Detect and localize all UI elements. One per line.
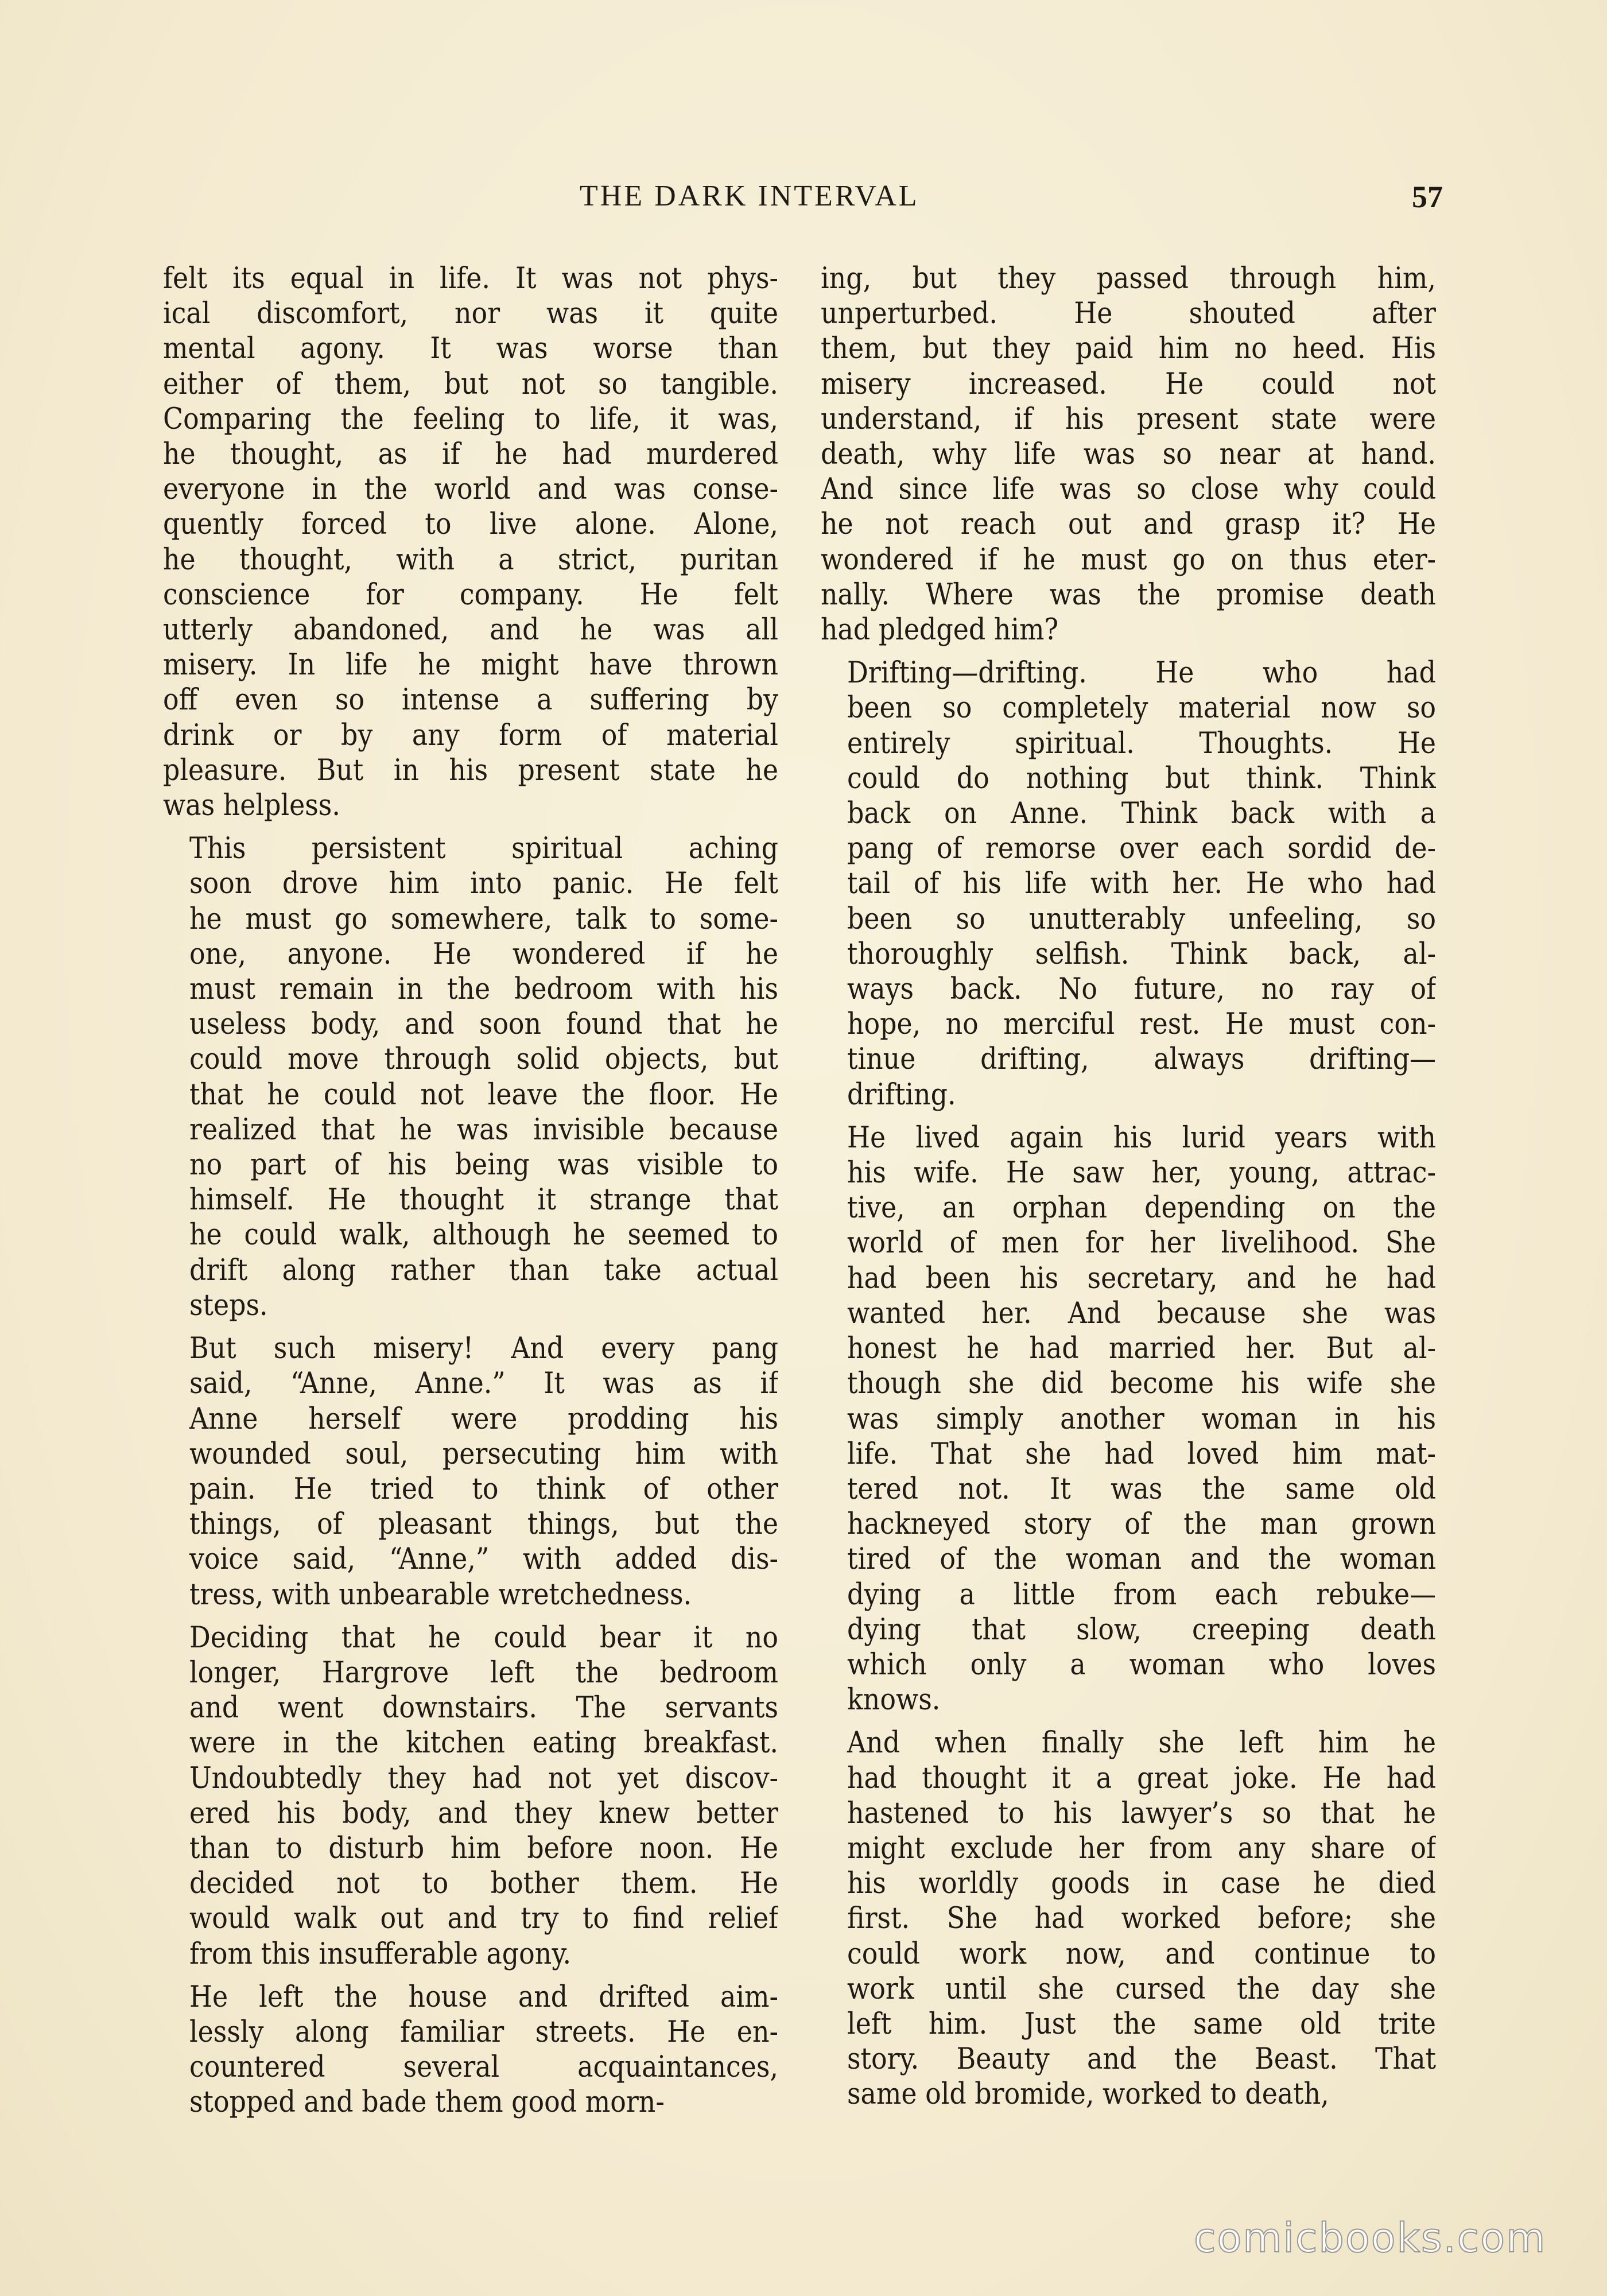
text-line: countered several acquaintances,: [189, 2050, 778, 2085]
text-line: world of men for her livelihood. She: [847, 1226, 1436, 1261]
text-line: himself. He thought it strange that: [189, 1183, 778, 1217]
text-line: one, anyone. He wondered if he: [189, 937, 778, 971]
text-line: he not reach out and grasp it? He: [821, 507, 1436, 542]
paragraph: [821, 1120, 1436, 1717]
paragraph: [821, 656, 1436, 1112]
paragraph: [821, 1725, 1436, 2112]
text-line: soon drove him into panic. He felt: [189, 867, 778, 901]
text-line: everyone in the world and was conse-: [163, 472, 778, 507]
right-text-column: [821, 261, 1436, 2120]
text-line: things, of pleasant things, but the: [189, 1507, 778, 1542]
left-text-column: [163, 261, 778, 2128]
text-line: no part of his being was visible to: [189, 1148, 778, 1182]
text-line: misery increased. He could not: [821, 367, 1436, 401]
text-line: that he could not leave the floor. He: [189, 1077, 778, 1112]
text-line: drift along rather than take actual: [189, 1253, 778, 1287]
text-line: was simply another woman in his: [847, 1402, 1436, 1436]
text-line: steps.: [189, 1288, 268, 1322]
text-line: pain. He tried to think of other: [189, 1472, 778, 1506]
text-line: drink or by any form of material: [163, 718, 778, 753]
text-line: his worldly goods in case he died: [847, 1867, 1436, 1901]
text-line: ered his body, and they knew better: [189, 1796, 778, 1830]
text-line: quently forced to live alone. Alone,: [163, 507, 778, 542]
text-line: been so completely material now so: [847, 691, 1436, 726]
text-line: tress, with unbearable wretchedness.: [189, 1577, 692, 1612]
text-line: back on Anne. Think back with a: [847, 797, 1436, 831]
text-line: he thought, with a strict, puritan: [163, 542, 778, 577]
text-line: wounded soul, persecuting him with: [189, 1437, 778, 1471]
text-line: And when finally she left him he: [847, 1726, 1436, 1760]
text-line: could do nothing but think. Think: [847, 761, 1436, 796]
text-line: honest he had married her. But al-: [847, 1332, 1436, 1366]
text-line: longer, Hargrove left the bedroom: [189, 1655, 778, 1690]
text-line: them, but they paid him no heed. His: [821, 332, 1436, 366]
text-line: he must go somewhere, talk to some-: [189, 902, 778, 936]
text-line: story. Beauty and the Beast. That: [847, 2042, 1436, 2077]
text-line: could move through solid objects, but: [189, 1042, 778, 1077]
text-line: was helpless.: [163, 789, 340, 823]
text-line: would walk out and try to find relief: [189, 1902, 778, 1936]
text-line: were in the kitchen eating breakfast.: [189, 1726, 778, 1760]
text-line: tinue drifting, always drifting—: [847, 1042, 1436, 1077]
text-line: had thought it a great joke. He had: [847, 1761, 1436, 1795]
text-line: he thought, as if he had murdered: [163, 437, 778, 472]
text-line: had been his secretary, and he had: [847, 1261, 1436, 1296]
paragraph: [163, 1620, 778, 1972]
text-line: ical discomfort, nor was it quite: [163, 297, 778, 331]
text-line: mental agony. It was worse than: [163, 332, 778, 366]
text-line: thoroughly selfish. Think back, al-: [847, 937, 1436, 971]
text-line: said, “Anne, Anne.” It was as if: [189, 1367, 778, 1401]
text-line: Comparing the feeling to life, it was,: [163, 402, 778, 436]
site-watermark: comicbooks.com: [1194, 2214, 1547, 2262]
text-line: dying a little from each rebuke—: [847, 1577, 1436, 1612]
text-line: hastened to his lawyer’s so that he: [847, 1796, 1436, 1830]
text-line: first. She had worked before; she: [847, 1902, 1436, 1936]
text-line: might exclude her from any share of: [847, 1831, 1436, 1865]
text-line: death, why life was so near at hand.: [821, 437, 1436, 472]
text-line: He left the house and drifted aim-: [189, 1980, 778, 2014]
running-title: THE DARK INTERVAL: [580, 180, 919, 212]
text-line: wondered if he must go on thus eter-: [821, 542, 1436, 577]
text-line: left him. Just the same old trite: [847, 2007, 1436, 2041]
text-line: same old bromide, worked to death,: [847, 2077, 1329, 2112]
text-line: drifting.: [847, 1077, 956, 1112]
text-line: he could walk, although he seemed to: [189, 1218, 778, 1252]
text-line: felt its equal in life. It was not phys-: [163, 262, 778, 296]
text-line: stopped and bade them good morn-: [189, 2085, 665, 2120]
text-line: Undoubtedly they had not yet discov-: [189, 1761, 778, 1795]
text-line: And since life was so close why could: [821, 472, 1436, 507]
text-line: and went downstairs. The servants: [189, 1691, 778, 1725]
text-line: pang of remorse over each sordid de-: [847, 832, 1436, 866]
text-line: had pledged him?: [821, 613, 1059, 647]
paragraph: [163, 1331, 778, 1612]
text-line: hackneyed story of the man grown: [847, 1507, 1436, 1542]
text-line: decided not to bother them. He: [189, 1867, 778, 1901]
text-line: tive, an orphan depending on the: [847, 1191, 1436, 1225]
text-line: realized that he was invisible because: [189, 1112, 778, 1147]
text-line: dying that slow, creeping death: [847, 1612, 1436, 1647]
text-line: nally. Where was the promise death: [821, 577, 1436, 612]
text-line: Drifting—drifting. He who had: [847, 656, 1436, 691]
text-line: Anne herself were prodding his: [189, 1402, 778, 1436]
text-line: which only a woman who loves: [847, 1647, 1436, 1682]
text-line: must remain in the bedroom with his: [189, 972, 778, 1007]
text-line: understand, if his present state were: [821, 402, 1436, 436]
text-line: than to disturb him before noon. He: [189, 1831, 778, 1865]
text-line: utterly abandoned, and he was all: [163, 613, 778, 647]
text-line: hope, no merciful rest. He must con-: [847, 1007, 1436, 1042]
text-line: life. That she had loved him mat-: [847, 1437, 1436, 1471]
text-line: But such misery! And every pang: [189, 1332, 778, 1366]
text-line: Deciding that he could bear it no: [189, 1620, 778, 1655]
text-line: ing, but they passed through him,: [821, 262, 1436, 296]
text-line: work until she cursed the day she: [847, 1972, 1436, 2006]
text-line: unperturbed. He shouted after: [821, 297, 1436, 331]
text-line: lessly along familiar streets. He en-: [189, 2015, 778, 2049]
text-line: though she did become his wife she: [847, 1367, 1436, 1401]
text-line: off even so intense a suffering by: [163, 683, 778, 718]
paragraph: [163, 261, 778, 823]
paragraph: [163, 831, 778, 1323]
text-line: from this insufferable agony.: [189, 1937, 572, 1971]
text-line: tered not. It was the same old: [847, 1472, 1436, 1506]
text-line: misery. In life he might have thrown: [163, 648, 778, 682]
text-line: useless body, and soon found that he: [189, 1007, 778, 1042]
paragraph: [163, 1980, 778, 2120]
text-line: either of them, but not so tangible.: [163, 367, 778, 401]
text-line: wanted her. And because she was: [847, 1296, 1436, 1331]
text-line: pleasure. But in his present state he: [163, 753, 778, 788]
text-line: ways back. No future, no ray of: [847, 972, 1436, 1007]
paragraph: [821, 261, 1436, 647]
text-line: could work now, and continue to: [847, 1937, 1436, 1971]
text-line: He lived again his lurid years with: [847, 1120, 1436, 1155]
text-line: tired of the woman and the woman: [847, 1542, 1436, 1577]
page-number: 57: [1412, 180, 1443, 214]
text-line: This persistent spiritual aching: [189, 832, 778, 866]
text-line: been so unutterably unfeeling, so: [847, 902, 1436, 936]
text-line: his wife. He saw her, young, attrac-: [847, 1156, 1436, 1190]
text-line: tail of his life with her. He who had: [847, 867, 1436, 901]
text-line: conscience for company. He felt: [163, 577, 778, 612]
text-line: knows.: [847, 1683, 941, 1717]
text-line: entirely spiritual. Thoughts. He: [847, 726, 1436, 761]
text-line: voice said, “Anne,” with added dis-: [189, 1542, 778, 1577]
